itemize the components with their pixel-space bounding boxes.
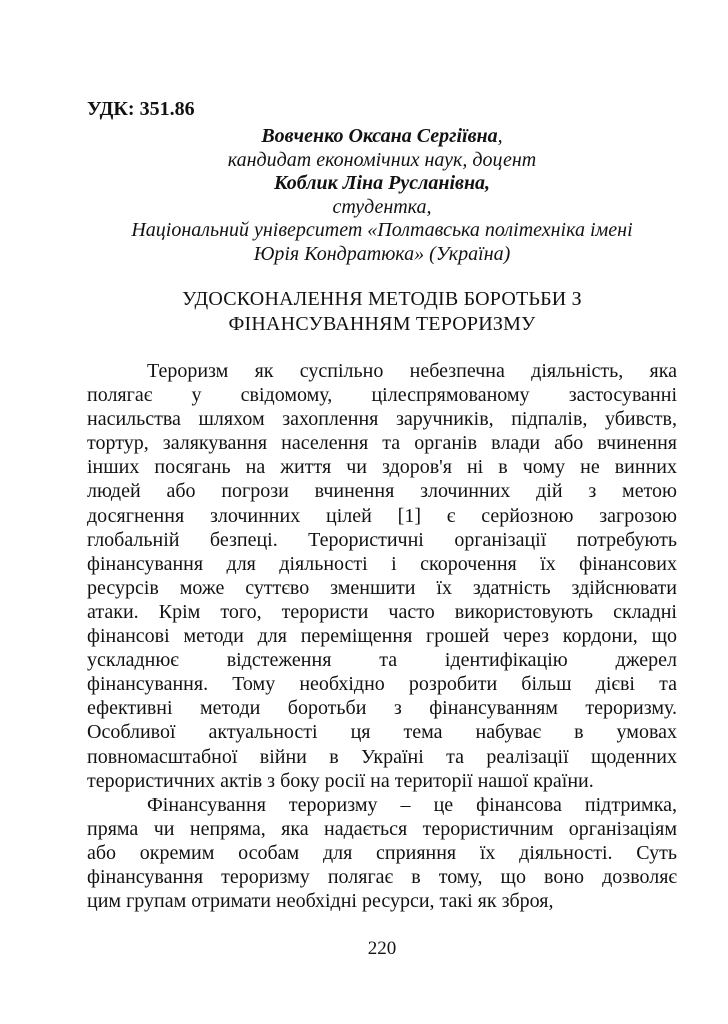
paragraph [87, 359, 677, 793]
text-line: Тероризм як суспільно небезпечна діяльність, яка [147, 360, 677, 382]
text-line: тортур, залякування населення та органів влади або вчинення [87, 432, 677, 455]
text-line: ресурсів може суттєво зменшити їх здатність здійснювати [87, 576, 677, 599]
paper-title-line: ФІНАНСУВАННЯМ ТЕРОРИЗМУ [228, 313, 536, 335]
author-name: Коблик Ліна Русланівна, [273, 172, 491, 194]
text-line: полягає у свідомому, цілеспрямованому застосуванні [87, 384, 677, 407]
page-number: 220 [367, 938, 397, 959]
text-block [87, 0, 677, 913]
text-line: насильства шляхом захоплення заручників, підпалів, убивств, [87, 408, 677, 431]
text-line: фінансування для діяльності і скорочення їх фінансових [87, 552, 677, 575]
text-line: досягнення злочинних цілей [1] є серйозною загрозою [87, 504, 677, 527]
author-affiliation: Національний університет «Полтавська політехніка імені [131, 219, 633, 241]
author-name: Вовченко Оксана Сергіївна, [261, 125, 503, 147]
text-line: фінансові методи для переміщення грошей через кордони, що [87, 625, 677, 648]
paper-body [87, 359, 677, 913]
text-line: інших посягань на життя чи здоров'я ні в чому не винних [87, 456, 677, 479]
udc-code: УДК: 351.86 [87, 98, 195, 120]
text-line: або окремим особам для сприяння їх діяльності. Суть [87, 841, 677, 864]
text-line: повномасштабної війни в Україні та реалізації щоденних [87, 745, 677, 768]
text-line: фінансування. Тому необхідно розробити більш дієві та [87, 673, 677, 696]
text-line: пряма чи непряма, яка надається терористичним організаціям [87, 817, 677, 840]
authors-block [87, 125, 677, 266]
text-line: терористичних актів з боку росії на території нашої країни. [87, 769, 594, 792]
text-line: атаки. Крім того, терористи часто використовують складні [87, 600, 677, 623]
author-role: студентка, [332, 195, 432, 218]
text-line: Фінансування тероризму – це фінансова підтримка, [147, 793, 677, 816]
text-line: ефективні методи боротьби з фінансуванням тероризму. [87, 697, 677, 720]
text-line: глобальній безпеці. Терористичні організації потребують [87, 528, 677, 551]
text-line: Особливої актуальності ця тема набуває в умовах [87, 721, 677, 744]
text-line: фінансування тероризму полягає в тому, що воно дозволяє [87, 865, 677, 888]
author-degree: кандидат економічних наук, доцент [227, 148, 537, 171]
paper-title-line: УДОСКОНАЛЕННЯ МЕТОДІВ БОРОТЬБИ З [182, 288, 582, 310]
text-line: цим групам отримати необхідні ресурси, такі як зброя, [87, 890, 554, 913]
author-affiliation: Юрія Кондратюка» (Україна) [253, 242, 511, 265]
paragraph [87, 793, 677, 913]
text-line: ускладнює відстеження та ідентифікацію джерел [87, 649, 677, 672]
paper-title [87, 287, 677, 337]
text-line: людей або погрози вчинення злочинних дій з метою [87, 480, 677, 503]
